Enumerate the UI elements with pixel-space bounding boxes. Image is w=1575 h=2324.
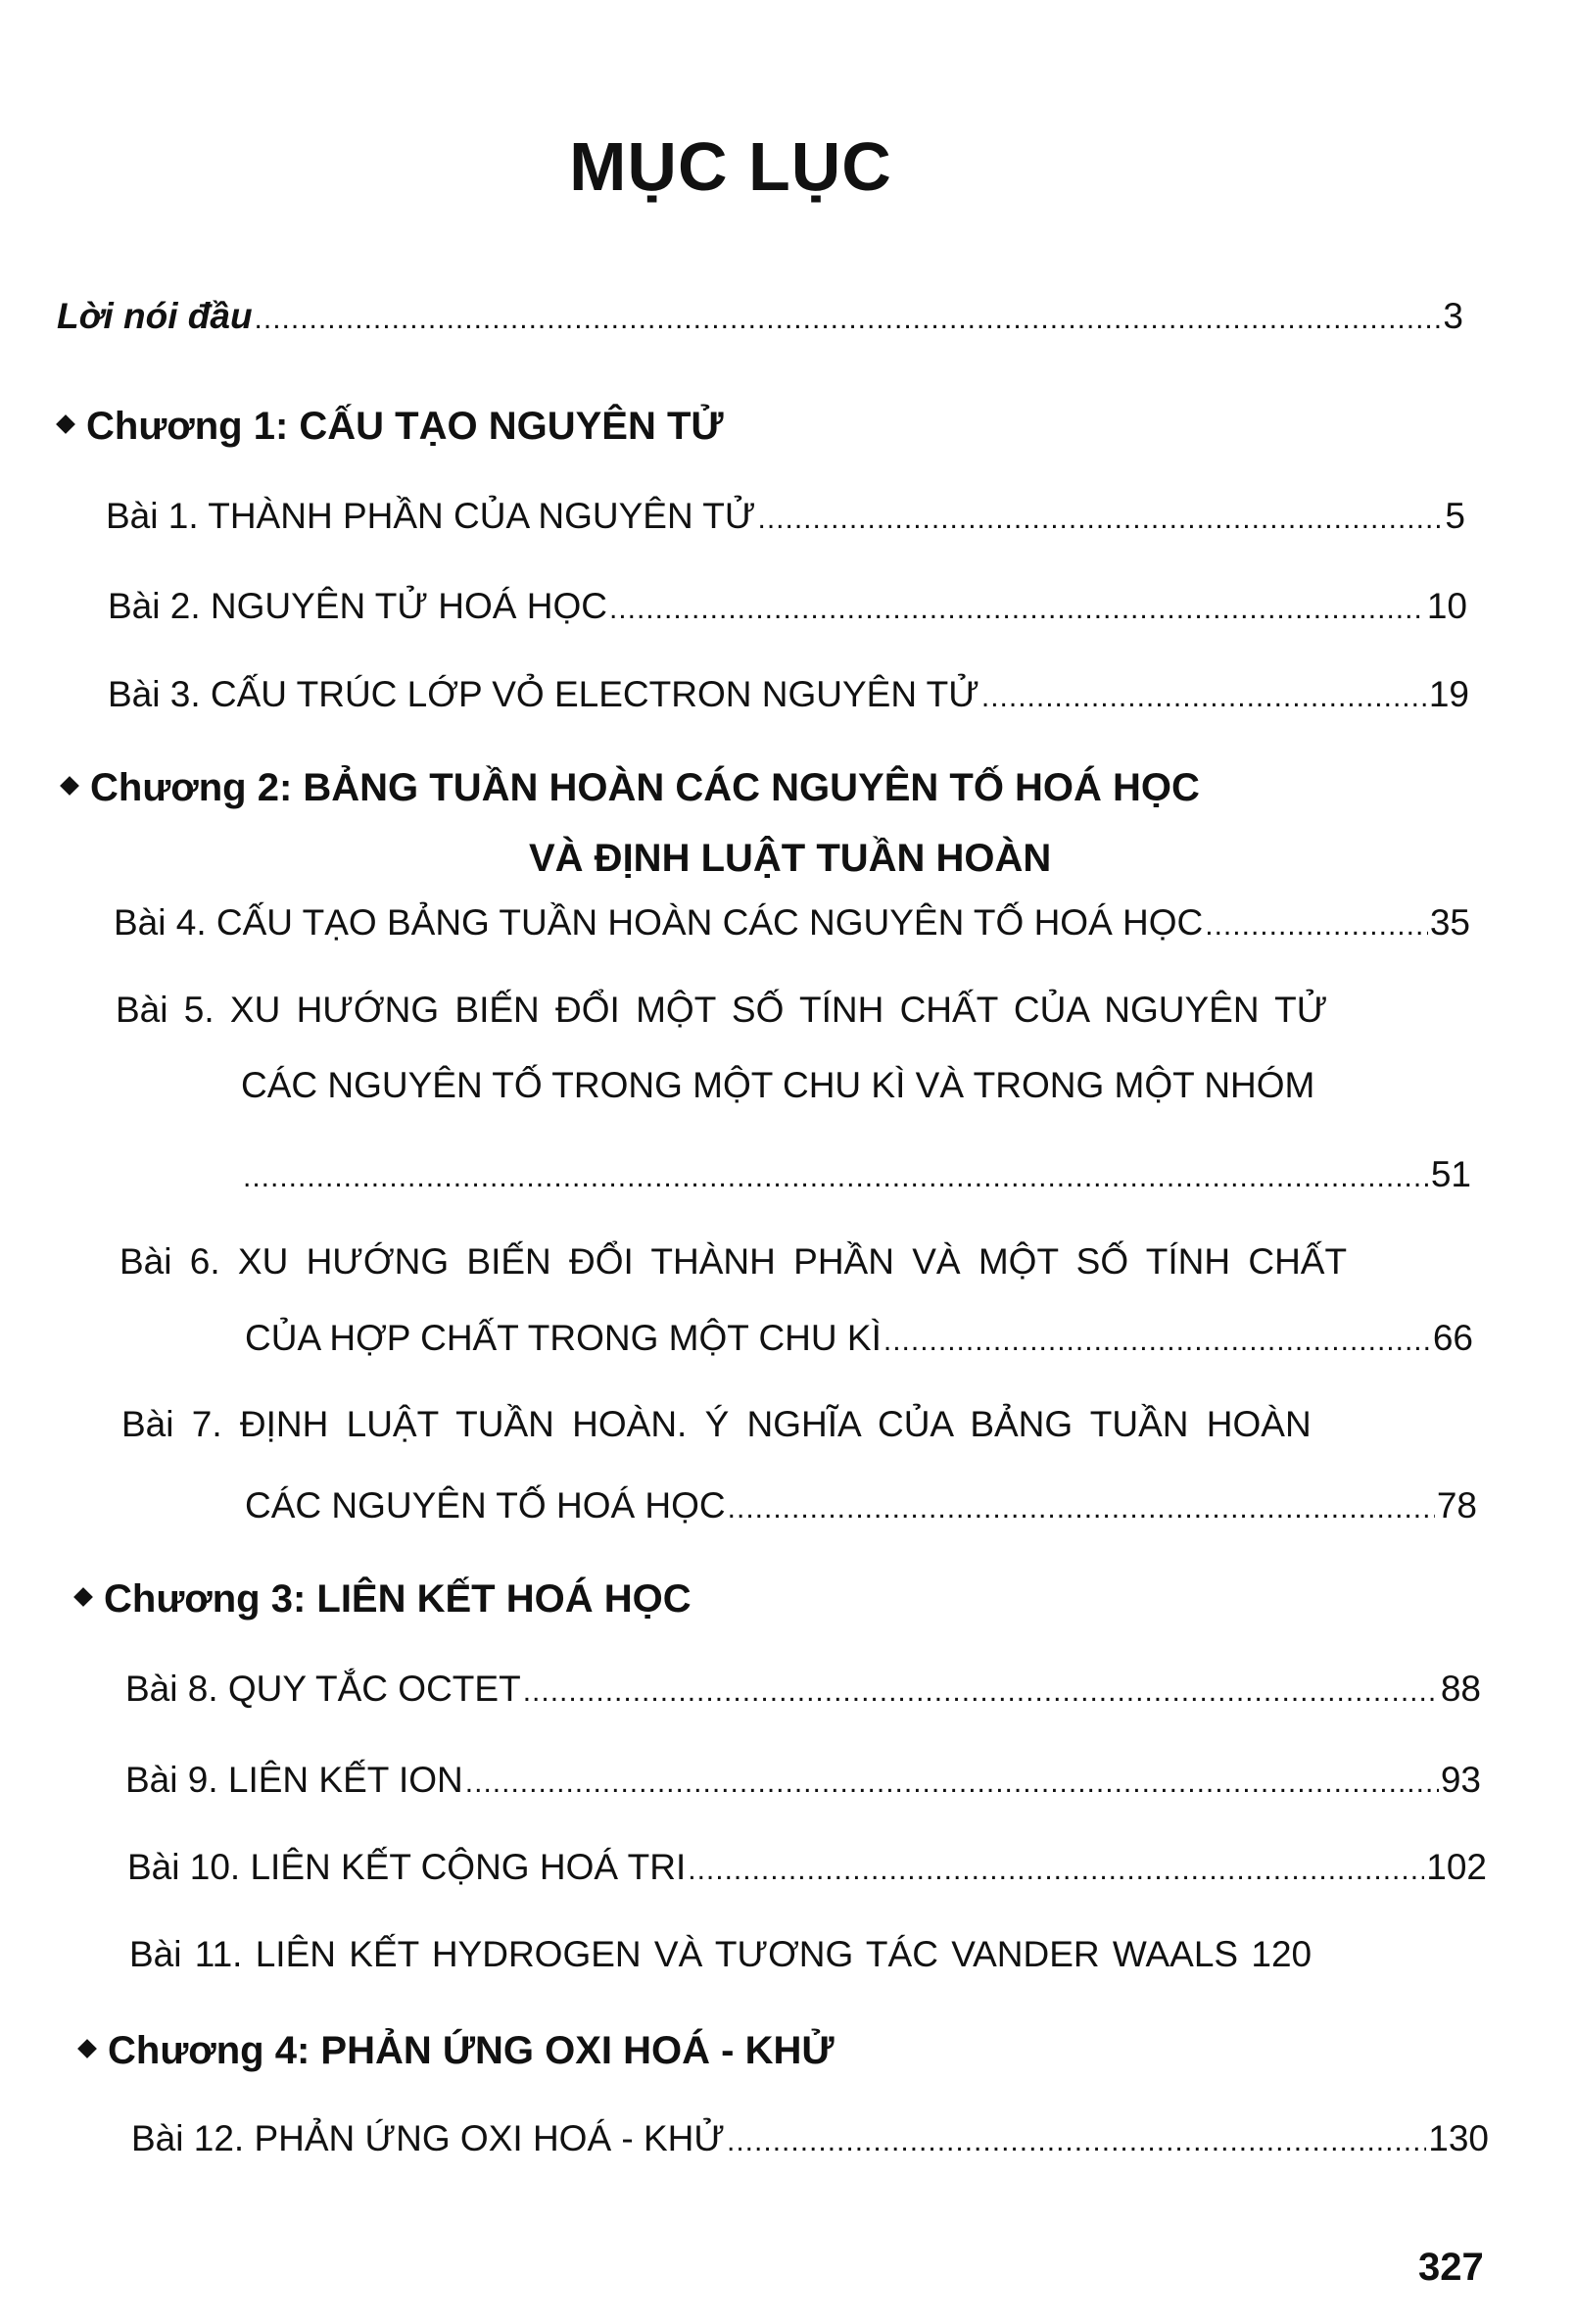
toc-entry-preface — [57, 290, 1463, 343]
entry-label: Bài 2. NGUYÊN TỬ HOÁ HỌC — [108, 586, 607, 626]
toc-entry — [131, 2112, 1489, 2165]
leader-dots — [688, 1844, 1424, 1897]
entry-page: 130 — [1428, 2118, 1489, 2158]
diamond-bullet-icon — [77, 2040, 97, 2059]
toc-entry — [245, 1479, 1477, 1532]
entry-label: Bài 1. THÀNH PHẦN CỦA NGUYÊN TỬ — [106, 496, 756, 536]
entry-label: Bài 10. LIÊN KẾT CỘNG HOÁ TRI — [127, 1847, 687, 1887]
toc-entry — [114, 896, 1470, 949]
entry-page: 66 — [1432, 1318, 1473, 1358]
entry-page: 102 — [1426, 1847, 1487, 1887]
entry-label: Bài 9. LIÊN KẾT ION — [125, 1760, 463, 1800]
leader-dots — [243, 1151, 1429, 1204]
toc-entry — [125, 1754, 1481, 1807]
leader-dots — [1205, 899, 1428, 952]
leader-dots — [523, 1666, 1439, 1719]
chapter-heading — [59, 399, 724, 454]
entry-page: 19 — [1428, 674, 1469, 714]
entry-page: 3 — [1443, 296, 1463, 336]
chapter-heading — [80, 2023, 835, 2078]
entry-label: Bài 12. PHẢN ỨNG OXI HOÁ - KHỬ — [131, 2118, 726, 2158]
leader-dots — [981, 671, 1427, 724]
entry-page: 35 — [1429, 902, 1470, 943]
chapter-label: Chương 2: BẢNG TUẦN HOÀN CÁC NGUYÊN TỐ HOÁ HỌC — [90, 766, 1200, 809]
diamond-bullet-icon — [73, 1588, 93, 1608]
chapter-label: Chương 3: LIÊN KẾT HOÁ HỌC — [104, 1577, 692, 1621]
entry-page: 5 — [1445, 496, 1465, 536]
entry-page: 51 — [1430, 1154, 1471, 1194]
entry-label: Bài 5. XU HƯỚNG BIẾN ĐỔI MỘT SỐ TÍNH CHẤT CỦA NGUYÊN TỬ — [116, 990, 1328, 1030]
chapter-heading — [63, 760, 1200, 815]
entry-page: 120 — [1251, 1934, 1312, 1974]
diamond-bullet-icon — [56, 415, 75, 435]
diamond-bullet-icon — [60, 777, 79, 797]
toc-entry — [127, 1841, 1487, 1894]
toc-entry — [241, 1148, 1471, 1201]
entry-page: 10 — [1426, 586, 1467, 626]
page-number: 327 — [1418, 2246, 1484, 2289]
entry-page: 78 — [1436, 1485, 1477, 1525]
chapter-label: Chương 4: PHẢN ỨNG OXI HOÁ - KHỬ — [108, 2029, 835, 2072]
toc-entry — [106, 490, 1465, 543]
leader-dots — [883, 1315, 1431, 1368]
entry-label: Bài 6. XU HƯỚNG BIẾN ĐỔI THÀNH PHẦN VÀ MỘT SỐ TÍNH CHẤT — [119, 1241, 1348, 1282]
toc-entry — [125, 1663, 1481, 1716]
chapter-heading — [76, 1572, 692, 1626]
entry-label-line2: CỦA HỢP CHẤT TRONG MỘT CHU KÌ — [245, 1318, 882, 1358]
chapter-label: Chương 1: CẤU TẠO NGUYÊN TỬ — [86, 405, 724, 448]
leader-dots — [758, 493, 1444, 546]
entry-page: 88 — [1440, 1669, 1481, 1709]
leader-dots — [609, 583, 1425, 636]
entry-label: Bài 7. ĐỊNH LUẬT TUẦN HOÀN. Ý NGHĨA CỦA BẢNG TUẦN HOÀN — [121, 1404, 1312, 1444]
entry-label: Lời nói đầu — [57, 296, 253, 336]
leader-dots — [727, 2115, 1426, 2168]
page-title: MỤC LỤC — [569, 128, 892, 205]
entry-label: Bài 3. CẤU TRÚC LỚP VỎ ELECTRON NGUYÊN TỬ — [108, 674, 979, 714]
leader-dots — [255, 293, 1442, 346]
entry-label-line2: CÁC NGUYÊN TỐ HOÁ HỌC — [245, 1485, 726, 1525]
toc-entry — [129, 1928, 1312, 1981]
leader-dots — [728, 1482, 1435, 1535]
entry-page: 93 — [1440, 1760, 1481, 1800]
entry-label: Bài 11. LIÊN KẾT HYDROGEN VÀ TƯƠNG TÁC VANDER WAALS — [129, 1934, 1239, 1974]
leader-dots — [465, 1757, 1439, 1810]
entry-label: Bài 8. QUY TẮC OCTET — [125, 1669, 521, 1709]
chapter-heading-line2: VÀ ĐỊNH LUẬT TUẦN HOÀN — [529, 837, 1052, 880]
toc-entry — [245, 1312, 1473, 1365]
toc-entry — [108, 668, 1469, 721]
entry-label-line2: CÁC NGUYÊN TỐ TRONG MỘT CHU KÌ VÀ TRONG MỘT NHÓM — [241, 1065, 1315, 1105]
toc-entry — [108, 580, 1467, 633]
entry-label: Bài 4. CẤU TẠO BẢNG TUẦN HOÀN CÁC NGUYÊN TỐ HOÁ HỌC — [114, 902, 1204, 943]
